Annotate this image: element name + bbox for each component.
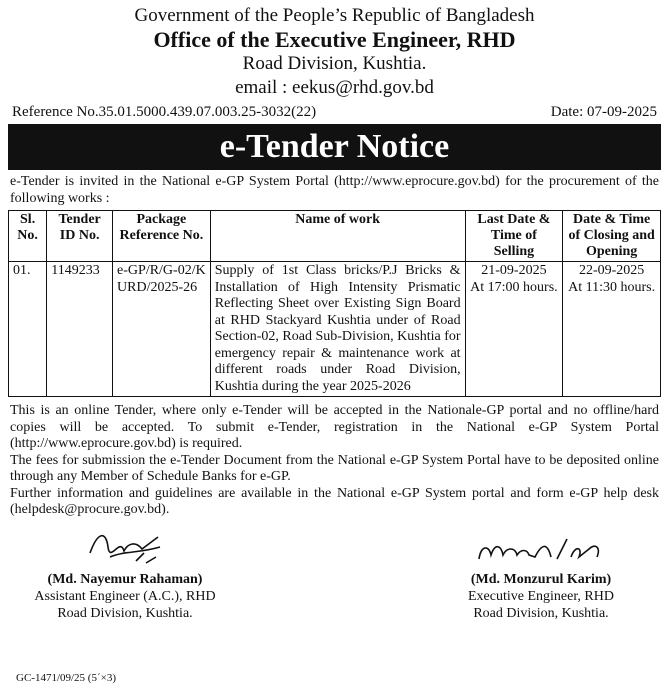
office-heading: Office of the Executive Engineer, RHD (153, 27, 516, 52)
signatory-designation-right: Executive Engineer, RHD (467, 588, 614, 604)
closing-time-value: At 11:30 hours. (568, 279, 656, 295)
cell-last-date (465, 262, 563, 397)
handwritten-signature-right (471, 523, 611, 571)
notice-date: Date: 07-09-2025 (550, 104, 657, 120)
tender-table (8, 210, 661, 397)
signature-area (8, 523, 661, 643)
letterhead (8, 4, 661, 100)
signatory-name-right: (Md. Monzurul Karim) (470, 571, 612, 587)
last-date-value: 21-09-2025 (481, 263, 547, 278)
closing-date-value: 22-09-2025 (578, 263, 645, 278)
email-line: email : eekus@rhd.gov.bd (235, 77, 434, 98)
note-paragraph-1: This is an online Tender, where only e-Tender will be accepted in the Nationale-GP portal and no offline/hard copies will be accepted. To submit e-Tender, registration in the National e-GP System Portal (http://www.eprocure.gov.bd) is required. (10, 403, 659, 451)
cell-work: Supply of 1st Class bricks/P.J Bricks & Installation of High Intensity Prismatic Reflecting Sheet over Existing Sign Board at RHD Stackyard Kushtia under of Road Section-02, Road Sub-Division, Kushtia for emergency repair & maintenance work at different roads under Road Division, Kushtia during the year 2025-2026 (210, 262, 465, 397)
notice-title: e-Tender Notice (8, 124, 661, 170)
cell-sl: 01. (9, 262, 47, 397)
header-sl: Sl. No. (9, 211, 47, 262)
notes-block (10, 403, 659, 519)
note-paragraph-3: Further information and guidelines are available in the National e-GP System portal and form e-GP help desk (helpdesk@procure.gov.bd). (10, 485, 659, 517)
header-tender-id: Tender ID No. (47, 211, 113, 262)
signatory-name-left: (Md. Nayemur Rahaman) (47, 571, 203, 587)
signature-block-right (441, 523, 641, 622)
signatory-office-right: Road Division, Kushtia. (473, 605, 609, 621)
footer-code: GC-1471/09/25 (5´×3) (16, 672, 116, 684)
government-heading: Government of the People’s Republic of Bangladesh (134, 5, 535, 26)
table-row (9, 262, 661, 397)
header-last-date: Last Date & Time of Selling (465, 211, 563, 262)
cell-closing (563, 262, 661, 397)
header-package: Package Reference No. (113, 211, 211, 262)
signature-block-left (30, 523, 220, 622)
header-closing: Date & Time of Closing and Opening (563, 211, 661, 262)
division-heading: Road Division, Kushtia. (242, 53, 427, 74)
handwritten-signature-left (80, 523, 170, 571)
intro-paragraph: e-Tender is invited in the National e-GP System Portal (http://www.eprocure.gov.bd) for the procurement of the following works : (10, 174, 659, 206)
signatory-designation-left: Assistant Engineer (A.C.), RHD (34, 588, 216, 604)
header-work: Name of work (210, 211, 465, 262)
cell-package: e-GP/R/G-02/KURD/2025-26 (113, 262, 211, 397)
note-paragraph-2: The fees for submission the e-Tender Document from the National e-GP System Portal have to be deposited online through any Member of Schedule Banks for e-GP. (10, 452, 659, 484)
signatory-office-left: Road Division, Kushtia. (57, 605, 193, 621)
table-header-row (9, 211, 661, 262)
cell-tender-id: 1149233 (47, 262, 113, 397)
reference-number: Reference No.35.01.5000.439.07.003.25-3032(22) (12, 104, 317, 120)
tender-notice-page (8, 4, 661, 694)
last-time-value: At 17:00 hours. (470, 279, 558, 295)
reference-row (8, 102, 661, 122)
